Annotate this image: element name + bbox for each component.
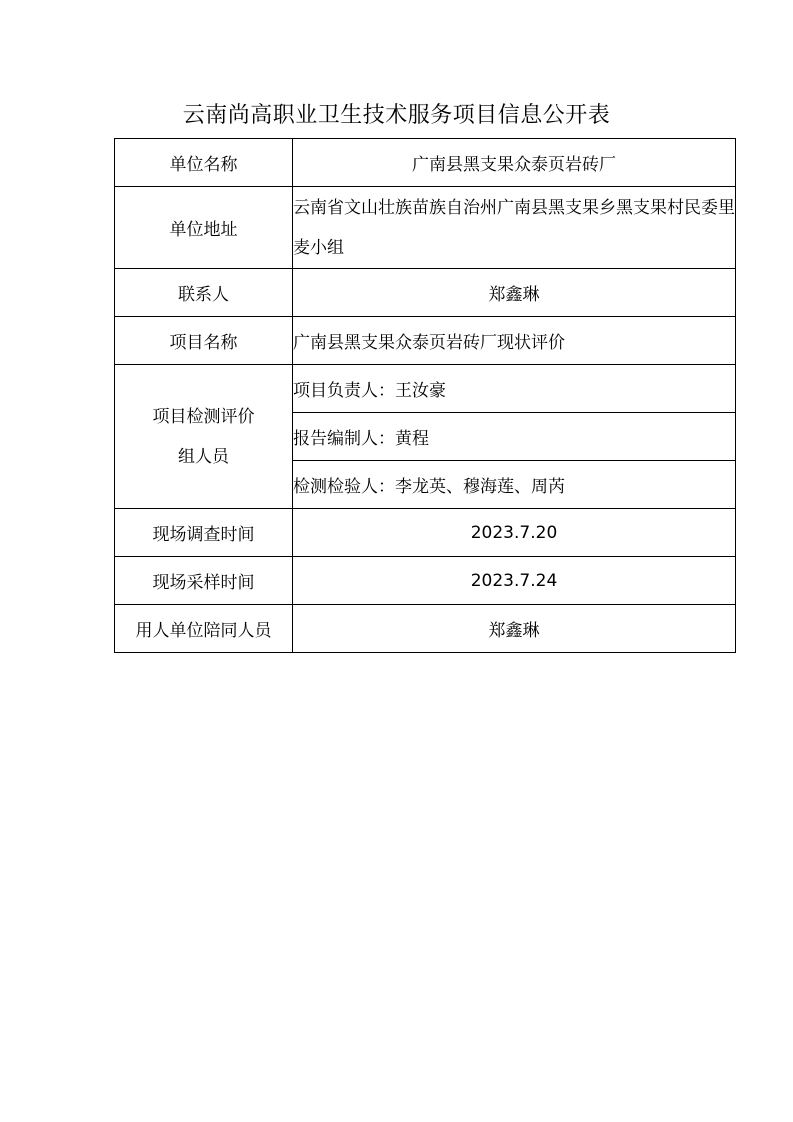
- accompany-value: 郑鑫琳: [293, 605, 736, 653]
- contact-value: 郑鑫琳: [293, 269, 736, 317]
- unit-name-value: 广南县黑支果众泰页岩砖厂: [293, 139, 736, 187]
- unit-address-label: 单位地址: [115, 187, 293, 269]
- table-row-unit-address: [115, 187, 736, 269]
- contact-label: 联系人: [115, 269, 293, 317]
- project-name-label: 项目名称: [115, 317, 293, 365]
- sampling-time-label: 现场采样时间: [115, 557, 293, 605]
- table-row-contact: [115, 269, 736, 317]
- team-label: [115, 365, 293, 509]
- table-row-project-name: [115, 317, 736, 365]
- survey-time-value: 2023.7.20: [293, 509, 736, 557]
- team-member-report-writer: 报告编制人：黄程: [293, 413, 736, 461]
- unit-address-value: 云南省文山壮族苗族自治州广南县黑支果乡黑支果村民委里麦小组: [293, 187, 736, 269]
- sampling-time-value: 2023.7.24: [293, 557, 736, 605]
- table-row-sampling-time: [115, 557, 736, 605]
- table-row-unit-name: [115, 139, 736, 187]
- page-title: 云南尚高职业卫生技术服务项目信息公开表: [182, 103, 611, 128]
- team-label-line2: 组人员: [178, 446, 229, 467]
- unit-name-label: 单位名称: [115, 139, 293, 187]
- table-row-accompany: [115, 605, 736, 653]
- team-member-inspectors: 检测检验人：李龙英、穆海莲、周芮: [293, 461, 736, 509]
- table-row-team-1: [115, 365, 736, 413]
- team-member-project-lead: 项目负责人：王汝豪: [293, 365, 736, 413]
- survey-time-label: 现场调查时间: [115, 509, 293, 557]
- team-label-line1: 项目检测评价: [152, 406, 255, 427]
- table-row-survey-time: [115, 509, 736, 557]
- accompany-label: 用人单位陪同人员: [115, 605, 293, 653]
- project-name-value: 广南县黑支果众泰页岩砖厂现状评价: [293, 317, 736, 365]
- info-table: [114, 138, 736, 653]
